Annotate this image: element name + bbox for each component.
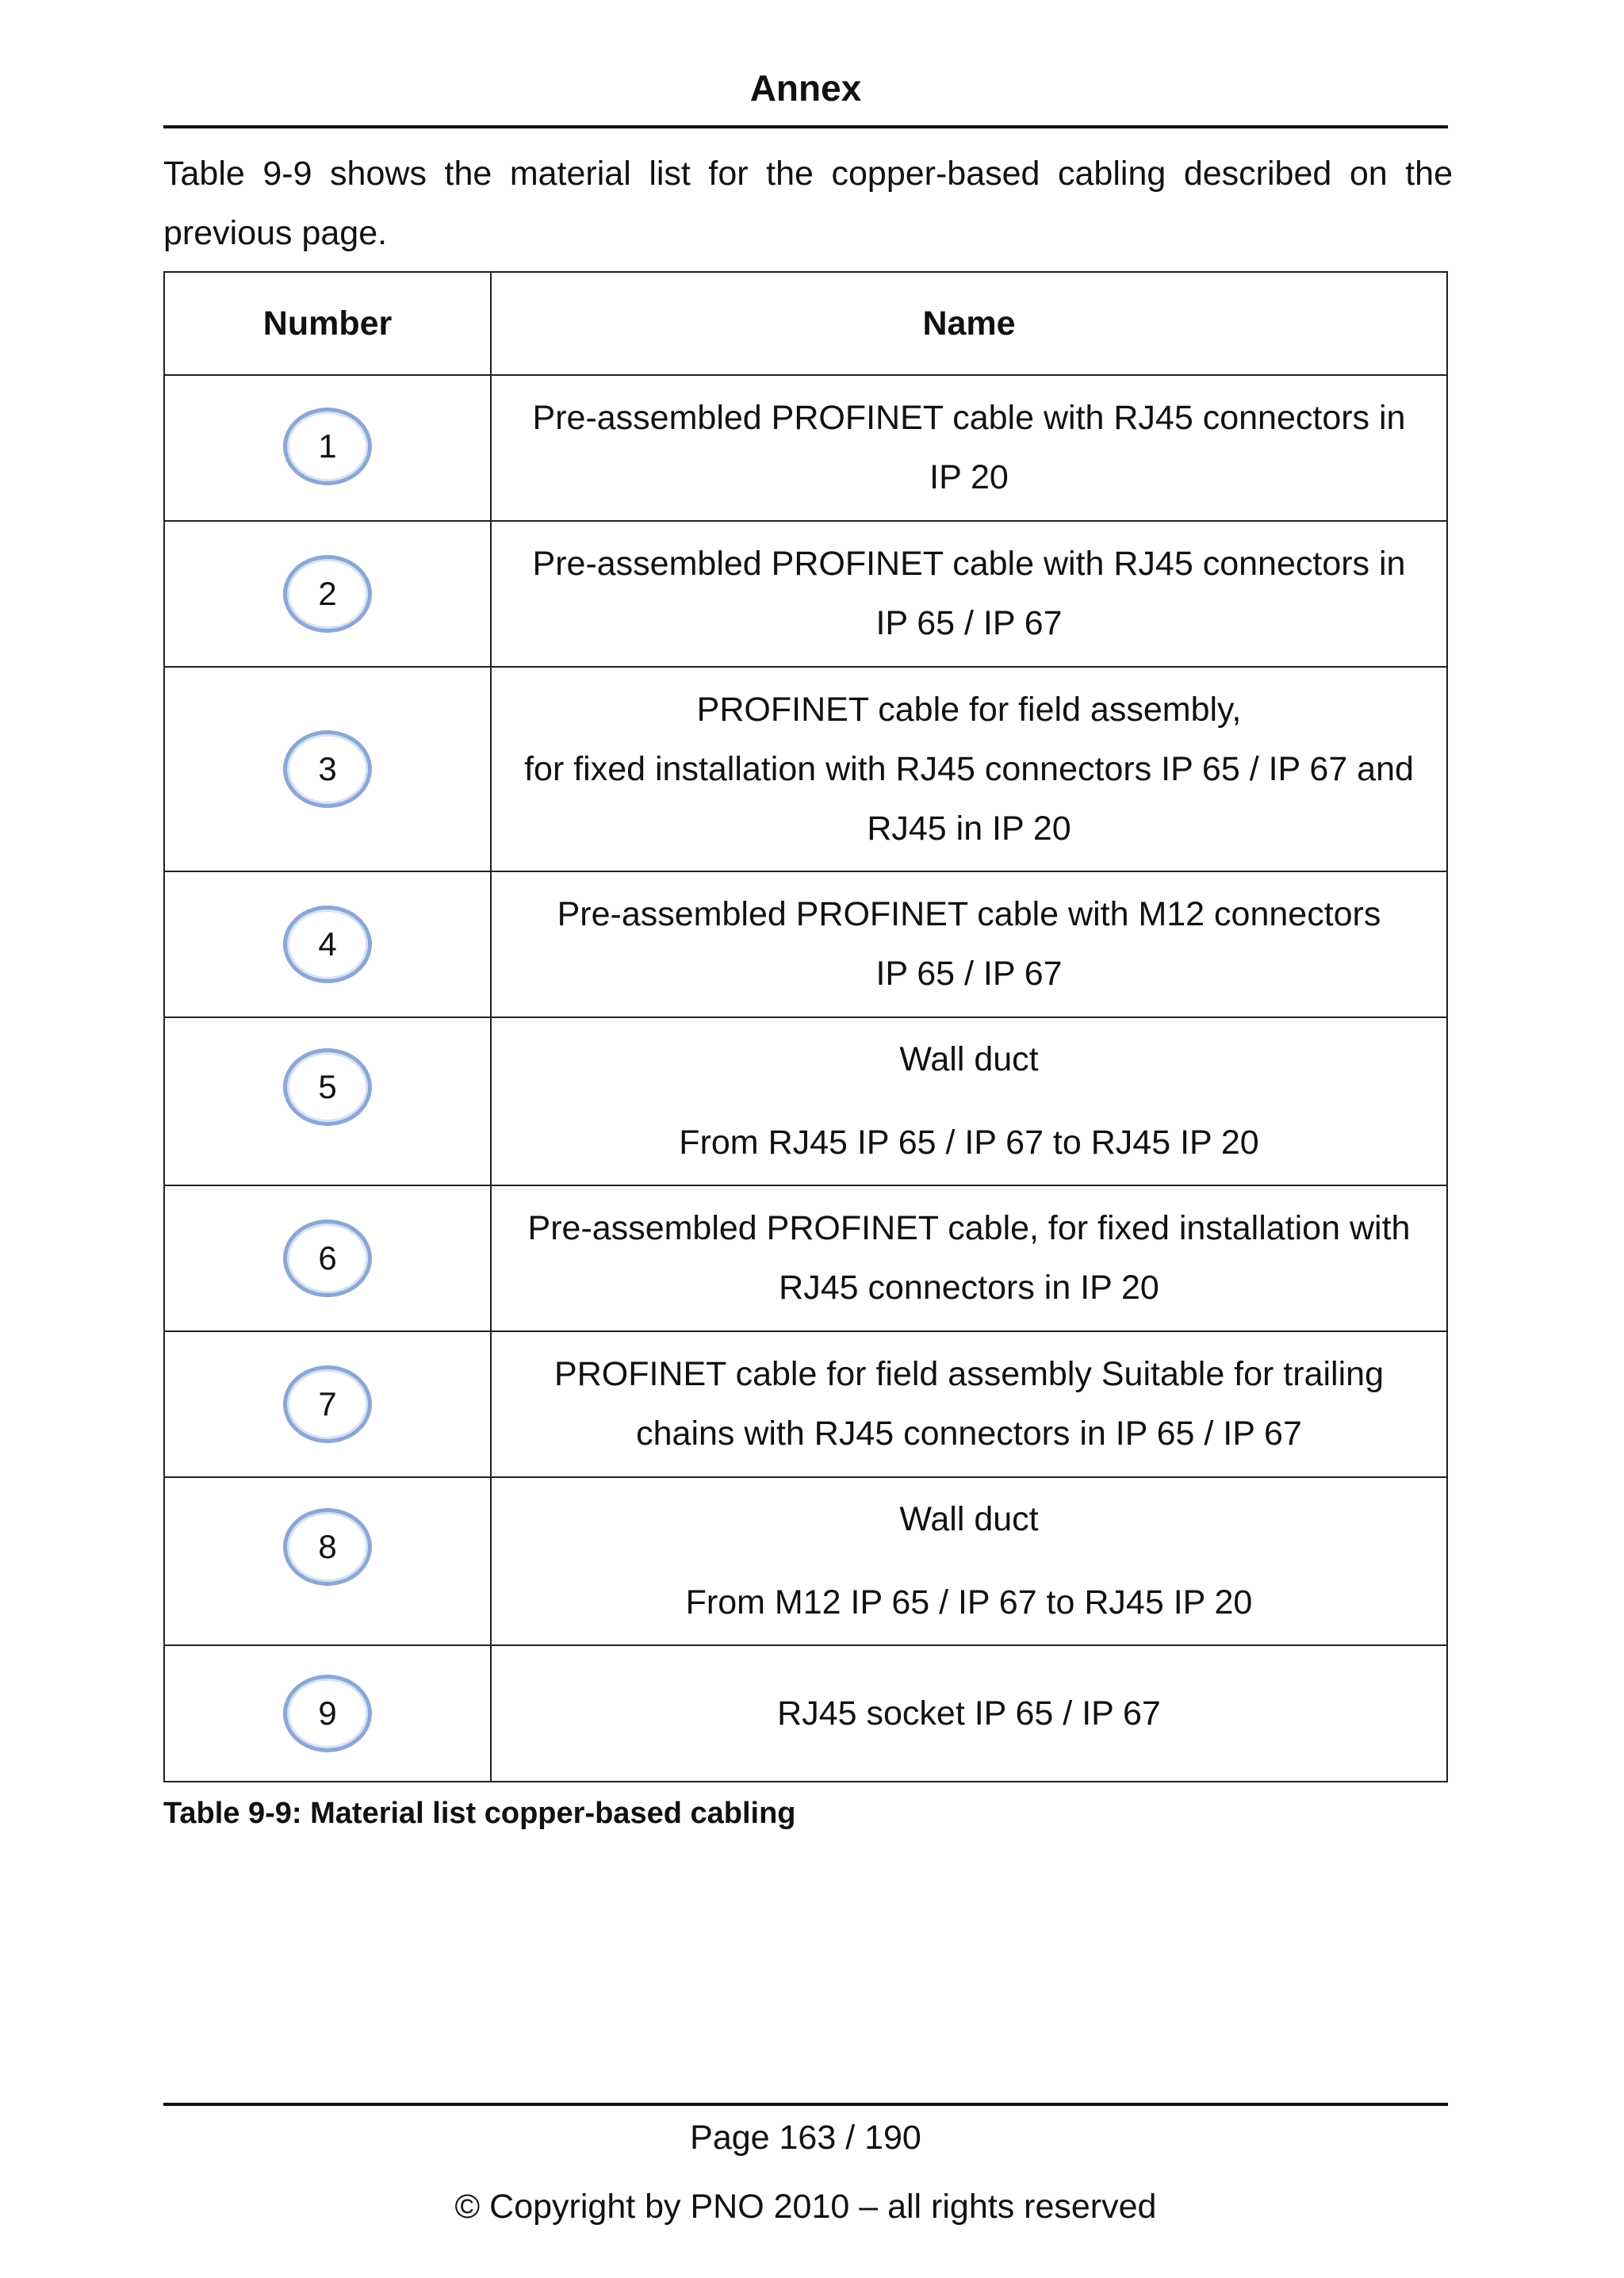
number-cell	[164, 871, 491, 1017]
name-line: RJ45 in IP 20	[867, 809, 1071, 848]
footer-divider	[163, 2103, 1448, 2106]
column-header-number: Number	[164, 272, 491, 375]
number-badge-circle: 5	[283, 1048, 372, 1126]
name-cell	[491, 1477, 1447, 1645]
column-header-name: Name	[491, 272, 1447, 375]
name-cell	[491, 521, 1447, 667]
header-divider	[163, 125, 1448, 128]
number-cell	[164, 1477, 491, 1645]
copyright-notice: © Copyright by PNO 2010 – all rights reserved	[454, 2188, 1157, 2226]
table-row	[164, 521, 1447, 667]
number-cell	[164, 667, 491, 871]
name-line: IP 20	[929, 458, 1009, 496]
name-line: Wall duct	[899, 1040, 1039, 1078]
page-number: Page 163 / 190	[690, 2119, 921, 2157]
number-badge-circle: 9	[283, 1675, 372, 1752]
table-row	[164, 1017, 1447, 1185]
table-caption: Table 9-9: Material list copper-based cabling	[163, 1797, 796, 1830]
name-cell	[491, 1185, 1447, 1331]
number-cell	[164, 521, 491, 667]
name-line: Pre-assembled PROFINET cable, for fixed installation with	[527, 1209, 1411, 1247]
table-header-row	[164, 272, 1447, 375]
name-line: PROFINET cable for field assembly,	[696, 690, 1242, 729]
table-row	[164, 1331, 1447, 1477]
name-line: chains with RJ45 connectors in IP 65 / IP 67	[636, 1415, 1302, 1453]
number-badge-circle: 1	[283, 408, 372, 485]
name-cell	[491, 1331, 1447, 1477]
number-cell	[164, 1331, 491, 1477]
name-line: Pre-assembled PROFINET cable with M12 connectors	[557, 895, 1381, 933]
number-badge-circle: 3	[283, 730, 372, 808]
number-badge-circle: 8	[283, 1508, 372, 1586]
page-header-title: Annex	[749, 67, 862, 109]
table-row	[164, 375, 1447, 521]
number-cell	[164, 375, 491, 521]
name-line: From M12 IP 65 / IP 67 to RJ45 IP 20	[685, 1583, 1253, 1621]
name-line: RJ45 connectors in IP 20	[779, 1269, 1159, 1307]
number-badge-circle: 7	[283, 1365, 372, 1443]
name-line: Wall duct	[899, 1500, 1039, 1538]
name-line: IP 65 / IP 67	[875, 955, 1063, 993]
material-list-table	[163, 271, 1448, 1782]
name-cell	[491, 667, 1447, 871]
name-line: PROFINET cable for field assembly Suitable for trailing	[554, 1355, 1384, 1393]
name-line: for fixed installation with RJ45 connectors IP 65 / IP 67 and	[524, 749, 1414, 788]
number-badge-circle: 2	[283, 555, 372, 633]
name-line: From RJ45 IP 65 / IP 67 to RJ45 IP 20	[679, 1124, 1259, 1162]
name-cell	[491, 1017, 1447, 1185]
table-row	[164, 1185, 1447, 1331]
name-cell	[491, 871, 1447, 1017]
name-line: Pre-assembled PROFINET cable with RJ45 connectors in	[532, 545, 1406, 583]
name-cell	[491, 1645, 1447, 1782]
number-cell	[164, 1017, 491, 1185]
name-line: IP 65 / IP 67	[875, 604, 1063, 642]
table-row	[164, 1645, 1447, 1782]
table-row	[164, 667, 1447, 871]
intro-paragraph: Table 9-9 shows the material list for the copper-based cabling described on the previous page.	[163, 155, 1453, 252]
name-line: RJ45 socket IP 65 / IP 67	[777, 1694, 1161, 1732]
name-cell	[491, 375, 1447, 521]
number-cell	[164, 1645, 491, 1782]
number-badge-circle: 4	[283, 905, 372, 983]
name-line: Pre-assembled PROFINET cable with RJ45 connectors in	[532, 399, 1406, 437]
number-cell	[164, 1185, 491, 1331]
table-row	[164, 871, 1447, 1017]
table-row	[164, 1477, 1447, 1645]
number-badge-circle: 6	[283, 1219, 372, 1297]
